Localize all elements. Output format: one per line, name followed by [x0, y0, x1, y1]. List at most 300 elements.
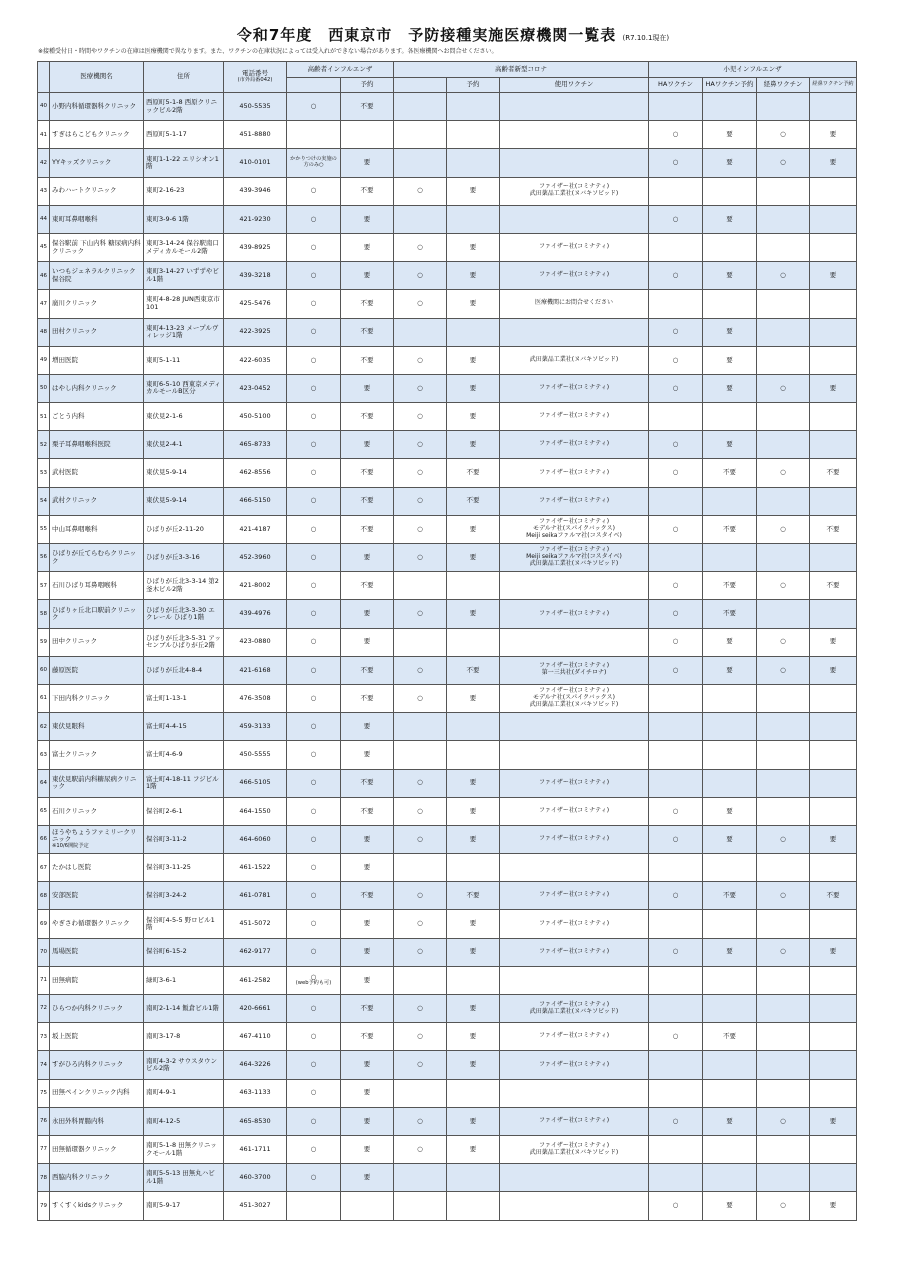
- cell-elderly-flu-reservation: [341, 797, 394, 825]
- cell-clinic-name: [50, 825, 144, 853]
- cell-elderly-covid-reservation: [447, 290, 500, 318]
- cell-clinic-name: [50, 600, 144, 628]
- cell-vaccine-used: [500, 938, 649, 966]
- cell-ha-reservation: [703, 1164, 757, 1192]
- cell-line: かかりつけの実施の方のみ○: [290, 156, 337, 168]
- cell-ha-reservation: [703, 600, 757, 628]
- cell-elderly-covid-reservation: [447, 1051, 500, 1079]
- cell-nasal-reservation: [810, 1079, 857, 1107]
- cell-line: 不要: [826, 524, 840, 533]
- cell-line: 439-3218: [239, 270, 271, 279]
- cell-line: ○: [780, 1201, 786, 1210]
- cell-line: 461-1522: [239, 862, 271, 871]
- cell-elderly-covid-reservation: [447, 769, 500, 797]
- cell-line: ファイザー社(コミナティ): [538, 806, 610, 814]
- cell-line: 不要: [466, 496, 480, 505]
- cell-line: 55: [40, 526, 47, 533]
- cell-clinic-phone: [224, 262, 287, 290]
- table-row: [38, 403, 857, 431]
- cell-nasal-vaccine: [757, 262, 810, 290]
- cell-clinic-name: [50, 318, 144, 346]
- cell-clinic-phone: [224, 1192, 287, 1220]
- cell-line: 要: [469, 1144, 477, 1153]
- cell-line: 東町4-13-23 メープルヴィレッジ1階: [146, 323, 219, 340]
- cell-vaccine-used: [500, 741, 649, 769]
- cell-elderly-covid-reservation: [447, 938, 500, 966]
- cell-clinic-address: [144, 262, 224, 290]
- table-row: [38, 910, 857, 938]
- col-header-no: [38, 62, 50, 93]
- cell-line: 東町4-8-28 JUN西東京市101: [146, 295, 220, 311]
- cell-line: 450-5100: [239, 411, 271, 420]
- title-text: 令和7年度 西東京市 予防接種実施医療機関一覧表: [236, 26, 617, 44]
- cell-nasal-reservation: [810, 262, 857, 290]
- cell-line: ○: [310, 186, 317, 195]
- cell-ha-reservation: [703, 149, 757, 177]
- cell-line: 要: [469, 1003, 477, 1012]
- cell-elderly-covid-reservation: [447, 1192, 500, 1220]
- cell-line: ○: [417, 440, 423, 449]
- cell-elderly-flu: [287, 459, 341, 487]
- cell-elderly-flu-reservation: [341, 1079, 394, 1107]
- table-row: [38, 882, 857, 910]
- cell-line: 不要: [360, 299, 374, 308]
- cell-elderly-flu-reservation: [341, 233, 394, 261]
- cell-nasal-vaccine: [757, 544, 810, 572]
- cell-row-number: [38, 882, 50, 910]
- cell-elderly-covid: [394, 1023, 447, 1051]
- cell-nasal-vaccine: [757, 741, 810, 769]
- cell-nasal-vaccine: [757, 149, 810, 177]
- table-row: [38, 177, 857, 205]
- cell-ha-vaccine: [649, 459, 703, 487]
- cell-line: 要: [469, 693, 477, 702]
- cell-row-number: [38, 403, 50, 431]
- cell-row-number: [38, 797, 50, 825]
- cell-line: ひばりが丘てらむらクリニック: [52, 549, 137, 565]
- table-row: [38, 374, 857, 402]
- cell-line: ○: [417, 355, 423, 364]
- cell-nasal-vaccine: [757, 995, 810, 1023]
- cell-nasal-vaccine: [757, 797, 810, 825]
- cell-line: 66: [40, 836, 47, 843]
- cell-ha-reservation: [703, 205, 757, 233]
- cell-elderly-flu-reservation: [341, 346, 394, 374]
- cell-vaccine-used: [500, 600, 649, 628]
- cell-line: 要: [726, 1116, 733, 1125]
- cell-clinic-phone: [224, 600, 287, 628]
- cell-clinic-address: [144, 459, 224, 487]
- cell-line: 410-0101: [239, 158, 271, 167]
- cell-line: 423-0880: [239, 637, 271, 646]
- cell-line: ○: [780, 581, 786, 590]
- cell-line: 43: [40, 188, 47, 194]
- cell-clinic-name: [50, 177, 144, 205]
- cell-clinic-name: [50, 966, 144, 994]
- cell-vaccine-used: [500, 995, 649, 1023]
- cell-line: 49: [40, 357, 47, 364]
- cell-clinic-phone: [224, 966, 287, 994]
- cell-row-number: [38, 374, 50, 402]
- cell-elderly-covid-reservation: [447, 346, 500, 374]
- cell-ha-reservation: [703, 403, 757, 431]
- cell-line: 不要: [360, 693, 374, 702]
- cell-line: 40: [40, 103, 47, 110]
- cell-line: 要: [469, 552, 477, 561]
- cell-line: ○: [417, 834, 423, 843]
- cell-nasal-vaccine: [757, 600, 810, 628]
- cell-ha-vaccine: [649, 318, 703, 346]
- cell-nasal-reservation: [810, 544, 857, 572]
- cell-clinic-name: [50, 121, 144, 149]
- cell-nasal-vaccine: [757, 290, 810, 318]
- cell-line: 要: [726, 355, 733, 364]
- cell-line: 467-4110: [239, 1032, 271, 1041]
- cell-clinic-phone: [224, 910, 287, 938]
- cell-line: 439-4976: [239, 609, 271, 618]
- cell-line: 要: [363, 834, 371, 843]
- clinic-table: [37, 61, 857, 1221]
- cell-ha-vaccine: [649, 403, 703, 431]
- cell-ha-reservation: [703, 1192, 757, 1220]
- cell-ha-vaccine: [649, 346, 703, 374]
- cell-line: 461-1711: [239, 1144, 271, 1153]
- cell-ha-vaccine: [649, 1079, 703, 1107]
- table-row: [38, 290, 857, 318]
- cell-line: ○: [417, 1032, 423, 1041]
- cell-row-number: [38, 1023, 50, 1051]
- cell-line: 459-3133: [239, 721, 271, 730]
- cell-line: 423-0452: [239, 383, 271, 392]
- cell-clinic-name: [50, 93, 144, 121]
- cell-ha-vaccine: [649, 233, 703, 261]
- cell-ha-reservation: [703, 459, 757, 487]
- cell-elderly-covid: [394, 149, 447, 177]
- cell-line: ファイザー社(コミナティ): [538, 835, 610, 843]
- cell-line: 要: [469, 919, 477, 928]
- cell-elderly-flu-reservation: [341, 205, 394, 233]
- cell-clinic-phone: [224, 487, 287, 515]
- cell-line: ○: [672, 327, 679, 336]
- cell-elderly-flu: [287, 825, 341, 853]
- cell-vaccine-used: [500, 515, 649, 543]
- cell-ha-reservation: [703, 515, 757, 543]
- cell-clinic-phone: [224, 177, 287, 205]
- cell-elderly-covid-reservation: [447, 149, 500, 177]
- cell-line: 439-8925: [239, 242, 271, 251]
- cell-vaccine-used: [500, 713, 649, 741]
- cell-line: 421-9230: [239, 214, 271, 223]
- cell-line: 不要: [723, 581, 736, 590]
- cell-elderly-flu: [287, 205, 341, 233]
- cell-line: ○: [417, 299, 423, 308]
- cell-nasal-reservation: [810, 1023, 857, 1051]
- cell-line: 要: [469, 806, 477, 815]
- cell-line: ○: [672, 158, 679, 167]
- cell-line: 465-8733: [239, 440, 271, 449]
- cell-line: ○: [417, 806, 423, 815]
- cell-vaccine-used: [500, 656, 649, 684]
- cell-line: 不要: [360, 468, 374, 477]
- cell-line: 71: [40, 977, 47, 984]
- cell-elderly-covid: [394, 797, 447, 825]
- table-row: [38, 1135, 857, 1163]
- cell-row-number: [38, 93, 50, 121]
- cell-ha-vaccine: [649, 1023, 703, 1051]
- cell-ha-vaccine: [649, 995, 703, 1023]
- cell-line: 57: [40, 582, 47, 589]
- table-row: [38, 656, 857, 684]
- cell-elderly-covid-reservation: [447, 515, 500, 543]
- cell-clinic-name: [50, 995, 144, 1023]
- cell-line: 要: [363, 552, 371, 561]
- cell-line: 不要: [723, 609, 736, 618]
- table-body: [38, 93, 857, 1221]
- cell-line: 466-5105: [239, 778, 271, 787]
- cell-ha-reservation: [703, 572, 757, 600]
- cell-ha-vaccine: [649, 825, 703, 853]
- cell-nasal-vaccine: [757, 825, 810, 853]
- cell-vaccine-used: [500, 882, 649, 910]
- cell-line: 要: [469, 440, 477, 449]
- cell-line: 48: [40, 328, 47, 335]
- cell-line: 73: [40, 1033, 47, 1040]
- cell-elderly-flu: [287, 966, 341, 994]
- cell-line: 不要: [360, 327, 374, 336]
- cell-elderly-flu-reservation: [341, 769, 394, 797]
- cell-line: 東伏見5-9-14: [146, 496, 187, 505]
- cell-elderly-covid: [394, 572, 447, 600]
- cell-elderly-covid-reservation: [447, 318, 500, 346]
- cell-nasal-reservation: [810, 459, 857, 487]
- cell-nasal-reservation: [810, 121, 857, 149]
- cell-line: 要: [363, 1060, 371, 1069]
- cell-ha-vaccine: [649, 177, 703, 205]
- cell-clinic-phone: [224, 713, 287, 741]
- cell-nasal-vaccine: [757, 854, 810, 882]
- cell-row-number: [38, 544, 50, 572]
- cell-line: 武村医院: [52, 468, 78, 477]
- cell-line: 中山耳鼻咽喉科: [52, 524, 98, 533]
- cell-nasal-reservation: [810, 684, 857, 712]
- cell-line: ひばりが丘北3-3-30 エクレール ひばり1階: [146, 605, 215, 621]
- cell-vaccine-used: [500, 684, 649, 712]
- cell-row-number: [38, 1164, 50, 1192]
- cell-nasal-reservation: [810, 205, 857, 233]
- cell-line: 要: [726, 158, 733, 167]
- cell-row-number: [38, 459, 50, 487]
- cell-line: 田無病院: [52, 975, 78, 984]
- cell-nasal-vaccine: [757, 1107, 810, 1135]
- cell-elderly-covid-reservation: [447, 684, 500, 712]
- cell-line: 要: [726, 637, 733, 646]
- cell-line: ○: [672, 468, 679, 477]
- cell-line: 東伏見2-4-1: [146, 440, 183, 449]
- cell-ha-vaccine: [649, 854, 703, 882]
- cell-nasal-reservation: [810, 290, 857, 318]
- cell-line: 要: [829, 947, 837, 956]
- cell-elderly-covid: [394, 1135, 447, 1163]
- cell-line: 武田薬品工業社(ヌバキソビッド): [529, 1148, 619, 1156]
- cell-line: 要: [363, 440, 371, 449]
- cell-line: ○: [780, 130, 786, 139]
- cell-ha-reservation: [703, 713, 757, 741]
- cell-line: ○: [310, 1144, 317, 1153]
- cell-row-number: [38, 290, 50, 318]
- cell-clinic-phone: [224, 572, 287, 600]
- cell-line: 要: [469, 947, 477, 956]
- cell-elderly-flu-reservation: [341, 515, 394, 543]
- cell-vaccine-used: [500, 346, 649, 374]
- cell-elderly-covid-reservation: [447, 825, 500, 853]
- table-row: [38, 459, 857, 487]
- cell-line: 武田薬品工業社(ヌバキソビッド): [529, 355, 619, 363]
- cell-ha-vaccine: [649, 121, 703, 149]
- cell-line: 要: [726, 665, 733, 674]
- cell-vaccine-used: [500, 1107, 649, 1135]
- cell-line: ○: [310, 1088, 317, 1097]
- cell-ha-reservation: [703, 769, 757, 797]
- cell-ha-reservation: [703, 1023, 757, 1051]
- cell-elderly-covid: [394, 121, 447, 149]
- cell-clinic-phone: [224, 544, 287, 572]
- cell-clinic-phone: [224, 1079, 287, 1107]
- table-row: [38, 995, 857, 1023]
- cell-line: ひばりが丘北3-3-14 第2釜木ビル2階: [146, 577, 219, 593]
- sub-header-ha-vaccine: HAワクチン: [649, 78, 703, 93]
- cell-vaccine-used: [500, 1051, 649, 1079]
- cell-line: 464-3226: [239, 1060, 271, 1069]
- cell-elderly-flu: [287, 910, 341, 938]
- cell-line: 不要: [360, 186, 374, 195]
- table-row: [38, 205, 857, 233]
- cell-line: 要: [469, 270, 477, 279]
- table-row: [38, 121, 857, 149]
- cell-vaccine-used: [500, 205, 649, 233]
- cell-line: ○: [417, 468, 423, 477]
- cell-clinic-phone: [224, 995, 287, 1023]
- cell-vaccine-used: [500, 431, 649, 459]
- cell-line: 要: [469, 186, 477, 195]
- cell-elderly-flu-reservation: [341, 572, 394, 600]
- cell-clinic-address: [144, 93, 224, 121]
- cell-elderly-covid-reservation: [447, 1135, 500, 1163]
- cell-elderly-covid: [394, 910, 447, 938]
- cell-line: 要: [726, 270, 733, 279]
- cell-elderly-covid: [394, 318, 447, 346]
- cell-clinic-name: [50, 262, 144, 290]
- cell-row-number: [38, 938, 50, 966]
- cell-line: 要: [829, 130, 837, 139]
- cell-line: 南町3-17-8: [146, 1032, 181, 1041]
- cell-line: ○: [780, 468, 786, 477]
- cell-ha-vaccine: [649, 882, 703, 910]
- cell-line: ○: [672, 806, 679, 815]
- cell-clinic-address: [144, 1192, 224, 1220]
- cell-elderly-covid: [394, 233, 447, 261]
- cell-line: ○: [310, 806, 317, 815]
- cell-line: 50: [40, 385, 47, 392]
- cell-vaccine-used: [500, 318, 649, 346]
- cell-line: ○: [310, 891, 317, 900]
- cell-line: 要: [829, 834, 837, 843]
- cell-line: 不要: [360, 778, 374, 787]
- cell-nasal-vaccine: [757, 1051, 810, 1079]
- table-row: [38, 487, 857, 515]
- cell-line: 東町3-14-24 保谷駅南口メディカルモール2階: [146, 239, 219, 255]
- cell-line: ○: [310, 242, 317, 251]
- cell-clinic-address: [144, 346, 224, 374]
- cell-line: 要: [469, 242, 477, 251]
- cell-nasal-vaccine: [757, 318, 810, 346]
- cell-line: 東伏見2-1-6: [146, 411, 183, 420]
- cell-elderly-covid: [394, 713, 447, 741]
- cell-line: 保谷町3-11-2: [146, 834, 187, 843]
- cell-line: 不要: [360, 806, 374, 815]
- cell-line: 不要: [826, 581, 840, 590]
- cell-nasal-reservation: [810, 318, 857, 346]
- cell-elderly-flu-reservation: [341, 262, 394, 290]
- cell-elderly-flu-reservation: [341, 1107, 394, 1135]
- cell-ha-reservation: [703, 431, 757, 459]
- cell-line: ○: [780, 1116, 786, 1125]
- cell-row-number: [38, 1192, 50, 1220]
- cell-clinic-phone: [224, 149, 287, 177]
- cell-row-number: [38, 854, 50, 882]
- cell-elderly-flu-reservation: [341, 431, 394, 459]
- cell-nasal-vaccine: [757, 374, 810, 402]
- cell-ha-vaccine: [649, 487, 703, 515]
- cell-line: 79: [40, 1202, 47, 1209]
- cell-ha-reservation: [703, 656, 757, 684]
- cell-line: Meiji seikaファルマ社(コスタイベ): [526, 531, 622, 539]
- cell-line: 保谷町2-6-1: [146, 806, 183, 815]
- cell-nasal-reservation: [810, 882, 857, 910]
- cell-elderly-flu-reservation: [341, 628, 394, 656]
- cell-line: 78: [40, 1174, 47, 1181]
- cell-line: 要: [726, 947, 733, 956]
- cell-nasal-reservation: [810, 995, 857, 1023]
- cell-ha-reservation: [703, 1107, 757, 1135]
- cell-line: 44: [40, 216, 47, 223]
- cell-elderly-flu: [287, 544, 341, 572]
- cell-line: 51: [40, 413, 47, 420]
- cell-clinic-phone: [224, 769, 287, 797]
- cell-nasal-reservation: [810, 1051, 857, 1079]
- cell-line: 462-8556: [239, 468, 271, 477]
- cell-row-number: [38, 346, 50, 374]
- cell-line: ○: [417, 270, 423, 279]
- cell-elderly-flu: [287, 1107, 341, 1135]
- cell-nasal-reservation: [810, 1135, 857, 1163]
- cell-line: 要: [829, 270, 837, 279]
- table-row: [38, 515, 857, 543]
- cell-vaccine-used: [500, 1079, 649, 1107]
- cell-line: 461-0781: [239, 891, 271, 900]
- cell-line: ○: [310, 750, 317, 759]
- cell-row-number: [38, 1107, 50, 1135]
- cell-line: 不要: [723, 891, 736, 900]
- cell-clinic-name: [50, 459, 144, 487]
- cell-line: 要: [363, 158, 371, 167]
- cell-row-number: [38, 149, 50, 177]
- cell-elderly-flu: [287, 346, 341, 374]
- cell-line: ○: [780, 947, 786, 956]
- cell-line: ○: [310, 524, 317, 533]
- cell-line: いつもジェネラルクリニック保谷院: [52, 267, 136, 283]
- cell-nasal-reservation: [810, 769, 857, 797]
- cell-elderly-flu-reservation: [341, 656, 394, 684]
